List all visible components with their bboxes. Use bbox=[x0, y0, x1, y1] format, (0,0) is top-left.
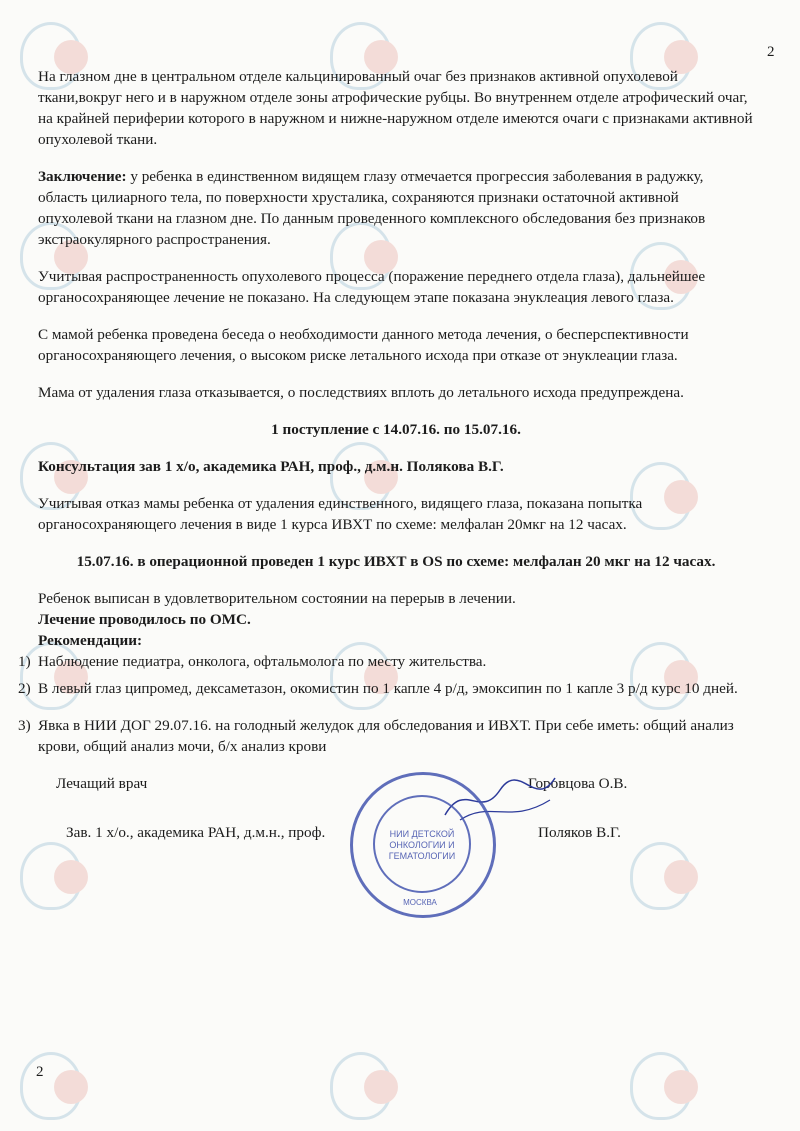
refusal-paragraph: Мама от удаления глаза отказывается, о последствиях вплоть до летального исхода предупреждена. bbox=[38, 384, 684, 401]
list-item: 1) Наблюдение педиатра, онколога, офтальмолога по месту жительства. bbox=[18, 653, 487, 670]
page-number-top: 2 bbox=[767, 44, 775, 60]
conclusion-label: Заключение: bbox=[38, 168, 127, 185]
exam-paragraph: На глазном дне в центральном отделе кальцинированный очаг без признаков активной опухолевой ткани,вокруг него и в наружном отделе зоны атрофические рубцы. Во внутреннем отделе атрофический очаг, на крайней периферии которого в наружном и нижне-наружном отделе имеются очаги с признаками активной опухолевой ткани. bbox=[38, 68, 753, 148]
discharge-line: Ребенок выписан в удовлетворительном состоянии на перерыв в лечении. bbox=[38, 590, 516, 607]
doctor-label: Лечащий врач bbox=[56, 775, 148, 792]
document-body bbox=[18, 66, 754, 843]
head-label: Зав. 1 х/о., академика РАН, д.м.н., проф. bbox=[66, 824, 326, 841]
doctor-name: Горовцова О.В. bbox=[528, 775, 628, 792]
page-number-bottom: 2 bbox=[36, 1064, 44, 1080]
watermark-logo bbox=[630, 1030, 760, 1130]
seal-text: НИИ ДЕТСКОЙ ОНКОЛОГИИ И ГЕМАТОЛОГИИ bbox=[388, 829, 456, 861]
watermark-logo bbox=[330, 1030, 460, 1130]
list-item: 2) В левый глаз ципромед, дексаметазон, окомистин по 1 капле 4 р/д, эмоксипин по 1 капле 3 р/д курс 10 дней. bbox=[18, 680, 738, 697]
head-name: Поляков В.Г. bbox=[538, 824, 621, 841]
seal-city: МОСКВА bbox=[403, 898, 437, 907]
admission-heading: 1 поступление с 14.07.16. по 15.07.16. bbox=[271, 421, 521, 438]
conclusion-paragraph bbox=[38, 166, 754, 250]
procedure-heading: 15.07.16. в операционной проведен 1 курс ИВХТ в OS по схеме: мелфалан 20 мкг на 12 часах. bbox=[76, 553, 716, 570]
conversation-paragraph: С мамой ребенка проведена беседа о необходимости данного метода лечения, о бесперспективности органосохраняющего лечения, о высоком риске летального исхода при отказе от энуклеации глаза. bbox=[38, 326, 689, 364]
consult-heading: Консультация зав 1 х/о, академика РАН, проф., д.м.н. Полякова В.Г. bbox=[38, 458, 504, 475]
institution-seal bbox=[350, 772, 496, 918]
recommendations-heading: Рекомендации: bbox=[38, 632, 143, 649]
spread-paragraph: Учитывая распространенность опухолевого процесса (поражение переднего отдела глаза), дальнейшее органосохраняющее лечение не показано. На следующем этапе показана энуклеация левого глаза. bbox=[38, 268, 706, 306]
treatment-attempt-paragraph: Учитывая отказ мамы ребенка от удаления единственного, видящего глаза, показана попытка органосохраняющего лечения в виде 1 курса ИВХТ по схеме: мелфалан 20мкг на 12 часах. bbox=[38, 495, 643, 533]
conclusion-text: у ребенка в единственном видящем глазу отмечается прогрессия заболевания в радужку, область цилиарного тела, по поверхности хрусталика, сохраняются признаки остаточной активной опухолевой ткани на глазном дне. По данным проведенного комплексного обследования без признаков экстраокулярного распространения. bbox=[38, 168, 706, 248]
oms-line: Лечение проводилось по ОМС. bbox=[38, 611, 251, 628]
recommendations-list bbox=[18, 651, 754, 757]
list-item: 3) Явка в НИИ ДОГ 29.07.16. на голодный желудок для обследования и ИВХТ. При себе иметь: общий анализ крови, общий анализ мочи, б/х анализ крови bbox=[18, 717, 734, 755]
